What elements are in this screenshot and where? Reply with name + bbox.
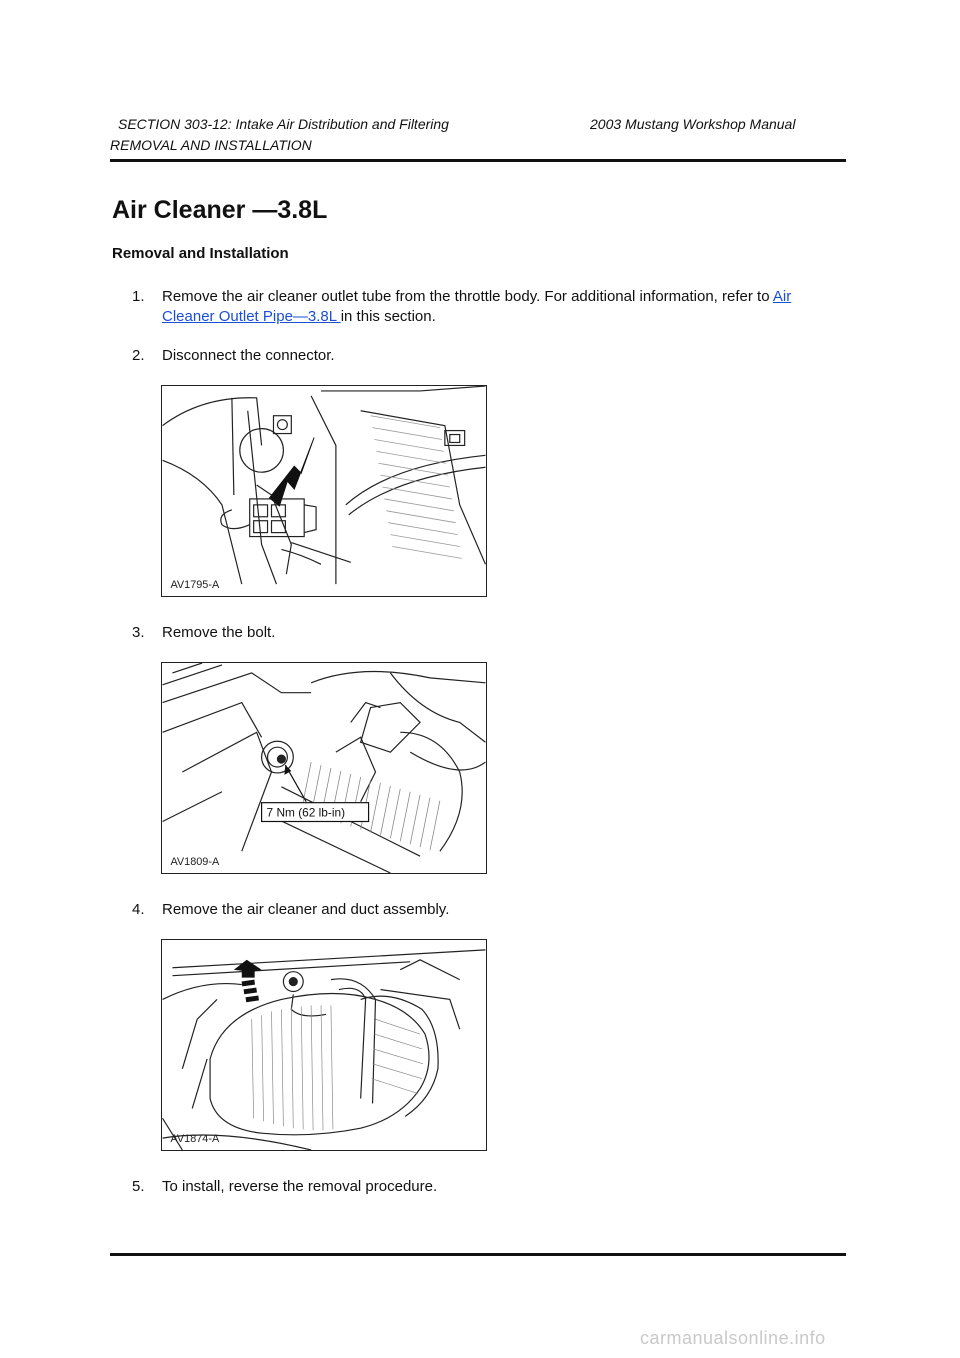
step-number: 4. xyxy=(132,901,145,918)
header-subheading: REMOVAL AND INSTALLATION xyxy=(110,137,312,153)
figure-label: AV1795-A xyxy=(170,579,220,592)
step-number: 5. xyxy=(132,1178,145,1195)
step-text: To install, reverse the removal procedure. xyxy=(162,1178,438,1195)
step-text: Remove the bolt. xyxy=(162,624,276,641)
step-text-after: in this section. xyxy=(340,308,436,325)
step-1 xyxy=(132,287,792,325)
direction-arrows xyxy=(234,960,262,1002)
header-section: SECTION 303-12: Intake Air Distribution and Filtering xyxy=(118,116,449,132)
step-3 xyxy=(132,623,276,643)
watermark: carmanualsonline.info xyxy=(640,1328,826,1348)
page-title: Air Cleaner —3.8L xyxy=(112,196,328,224)
step-number: 1. xyxy=(132,288,145,305)
step-4 xyxy=(132,900,450,920)
air-cleaner-outlet-pipe-link[interactable]: Air Cleaner Outlet Pipe—3.8L xyxy=(162,288,792,325)
step-5 xyxy=(132,1177,438,1197)
air-cleaner-illustration xyxy=(162,940,486,1150)
figure-label: AV1874-A xyxy=(170,1133,220,1146)
section-subtitle: Removal and Installation xyxy=(112,245,289,262)
step-text: Disconnect the connector. xyxy=(162,347,335,364)
step-text: Remove the air cleaner and duct assembly. xyxy=(162,901,450,918)
bolt-illustration xyxy=(162,663,486,873)
connector-illustration xyxy=(162,386,486,596)
footer-rule xyxy=(110,1253,846,1256)
step-text xyxy=(162,287,842,327)
step-2 xyxy=(132,346,335,366)
torque-callout: 7 Nm (62 lb-in) xyxy=(266,805,346,820)
header-rule xyxy=(110,159,846,162)
pointer-arrow xyxy=(270,438,315,506)
header-manual-title: 2003 Mustang Workshop Manual xyxy=(590,116,796,132)
figure-bolt xyxy=(161,662,487,874)
step-number: 2. xyxy=(132,347,145,364)
figure-connector xyxy=(161,385,487,597)
figure-air-cleaner xyxy=(161,939,487,1151)
step-number: 3. xyxy=(132,624,145,641)
figure-label: AV1809-A xyxy=(170,856,220,869)
step-text-before: Remove the air cleaner outlet tube from the throttle body. For additional information, refer to xyxy=(162,288,773,305)
